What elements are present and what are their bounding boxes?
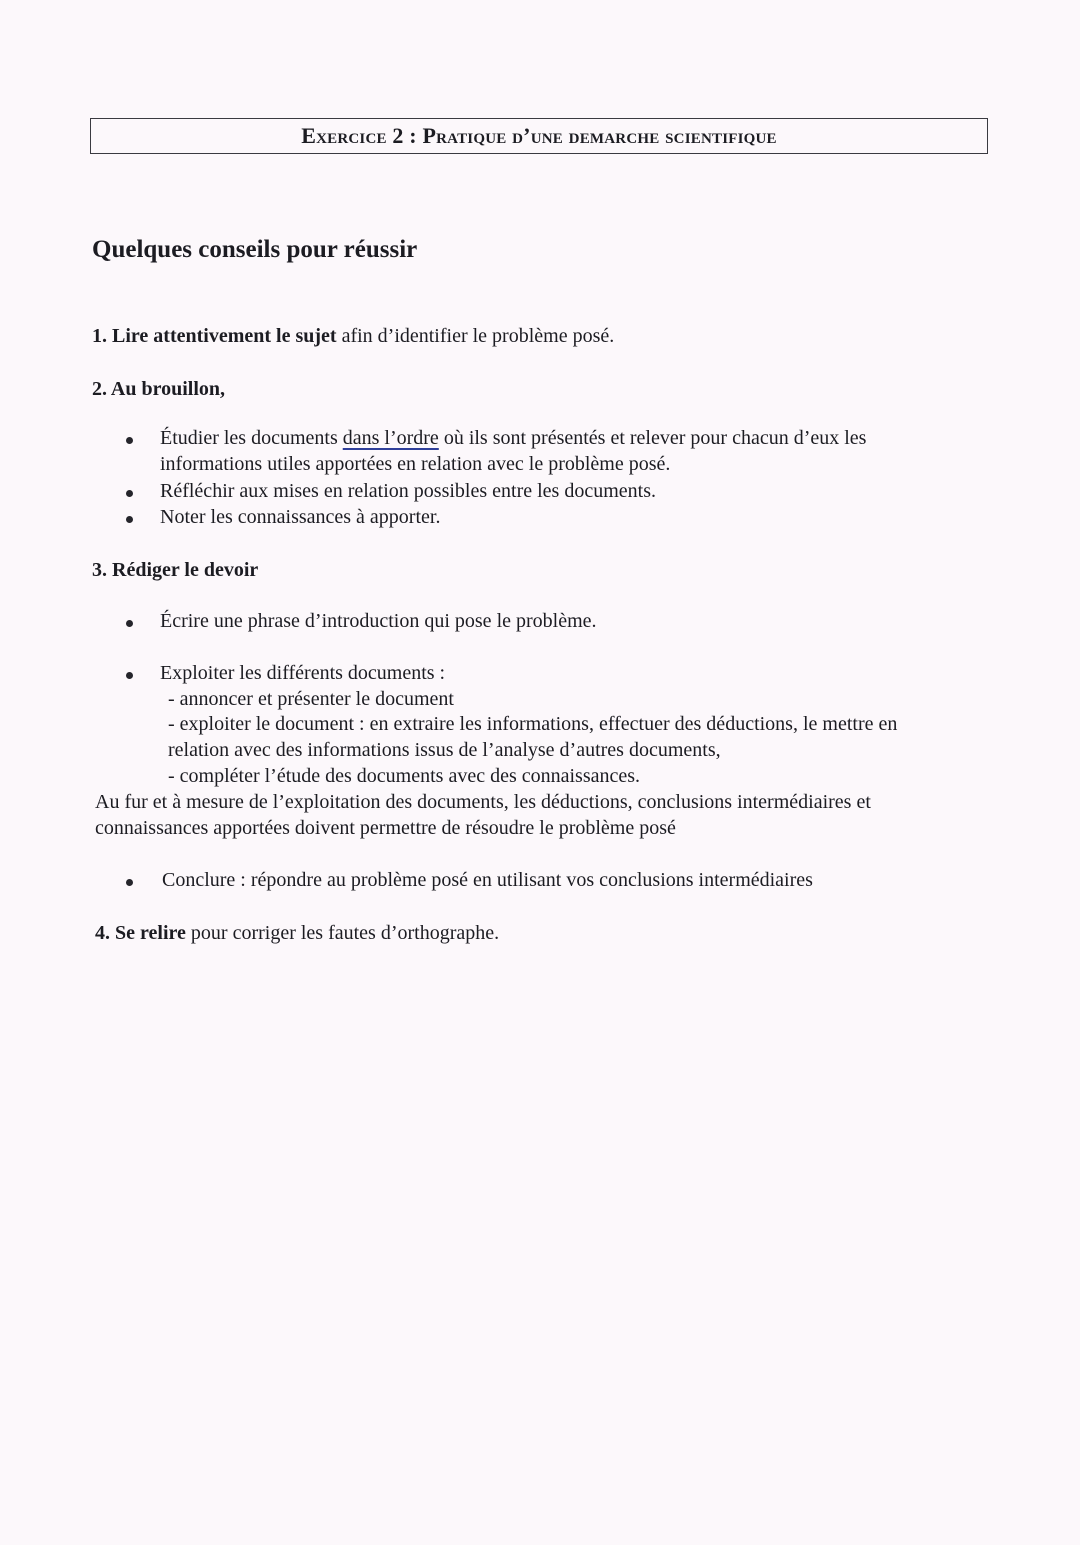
bullet-text: où ils sont présentés et relever pour chacun d’eux les — [438, 427, 867, 449]
step-2-bullet-2: Réfléchir aux mises en relation possibles entre les documents. — [160, 480, 656, 502]
exercise-title: Exercice 2 : Pratique d’une demarche scientifique — [301, 123, 777, 148]
step-2-bullet-3: Noter les connaissances à apporter. — [160, 506, 441, 528]
bullet-dot — [126, 620, 133, 627]
bullet-dot — [126, 879, 133, 886]
step-3-bullet-1: Écrire une phrase d’introduction qui pose le problème. — [160, 610, 597, 632]
sub-item-2-line-2: relation avec des informations issus de l’analyse d’autres documents, — [168, 739, 721, 761]
sub-item-2-line-1: - exploiter le document : en extraire les informations, effectuer des déductions, le mettre en — [168, 713, 898, 735]
bullet-dot — [126, 516, 133, 523]
exercise-title-box — [90, 118, 988, 154]
step-1-rest: afin d’identifier le problème posé. — [341, 325, 615, 347]
step-3-heading: 3. Rédiger le devoir — [92, 559, 259, 581]
bullet-lead: Exploiter les différents documents : — [160, 662, 446, 684]
bullet-dot — [126, 672, 133, 679]
step-4-bold: Se relire — [115, 922, 186, 944]
step-3-bullet-2 — [160, 660, 445, 686]
step-2-bullet-1 — [160, 425, 866, 477]
step-2-heading: 2. Au brouillon, — [92, 378, 226, 400]
bullet-text: Étudier les documents — [160, 427, 343, 449]
section-heading: Quelques conseils pour réussir — [92, 236, 418, 263]
step-1-number: 1. — [92, 325, 107, 347]
sub-item-1: - annoncer et présenter le document — [168, 688, 454, 710]
paragraph-line-1: Au fur et à mesure de l’exploitation des documents, les déductions, conclusions intermédiaires et — [95, 791, 871, 813]
paragraph-line-2: connaissances apportées doivent permettre de résoudre le problème posé — [95, 817, 676, 839]
bullet-dot — [126, 437, 133, 444]
step-4-rest: pour corriger les fautes d’orthographe. — [190, 922, 500, 944]
bullet-text-line-2: informations utiles apportées en relation avec le problème posé. — [160, 453, 671, 475]
underlined-phrase: dans l’ordre — [342, 427, 439, 449]
step-3-bullet-3: Conclure : répondre au problème posé en utilisant vos conclusions intermédiaires — [162, 869, 813, 891]
step-1 — [92, 323, 614, 349]
bullet-dot — [126, 490, 133, 497]
step-4 — [95, 920, 499, 946]
sub-item-3: - compléter l’étude des documents avec des connaissances. — [168, 765, 641, 787]
step-4-number: 4. — [95, 922, 110, 944]
step-1-bold: Lire attentivement le sujet — [112, 325, 337, 347]
